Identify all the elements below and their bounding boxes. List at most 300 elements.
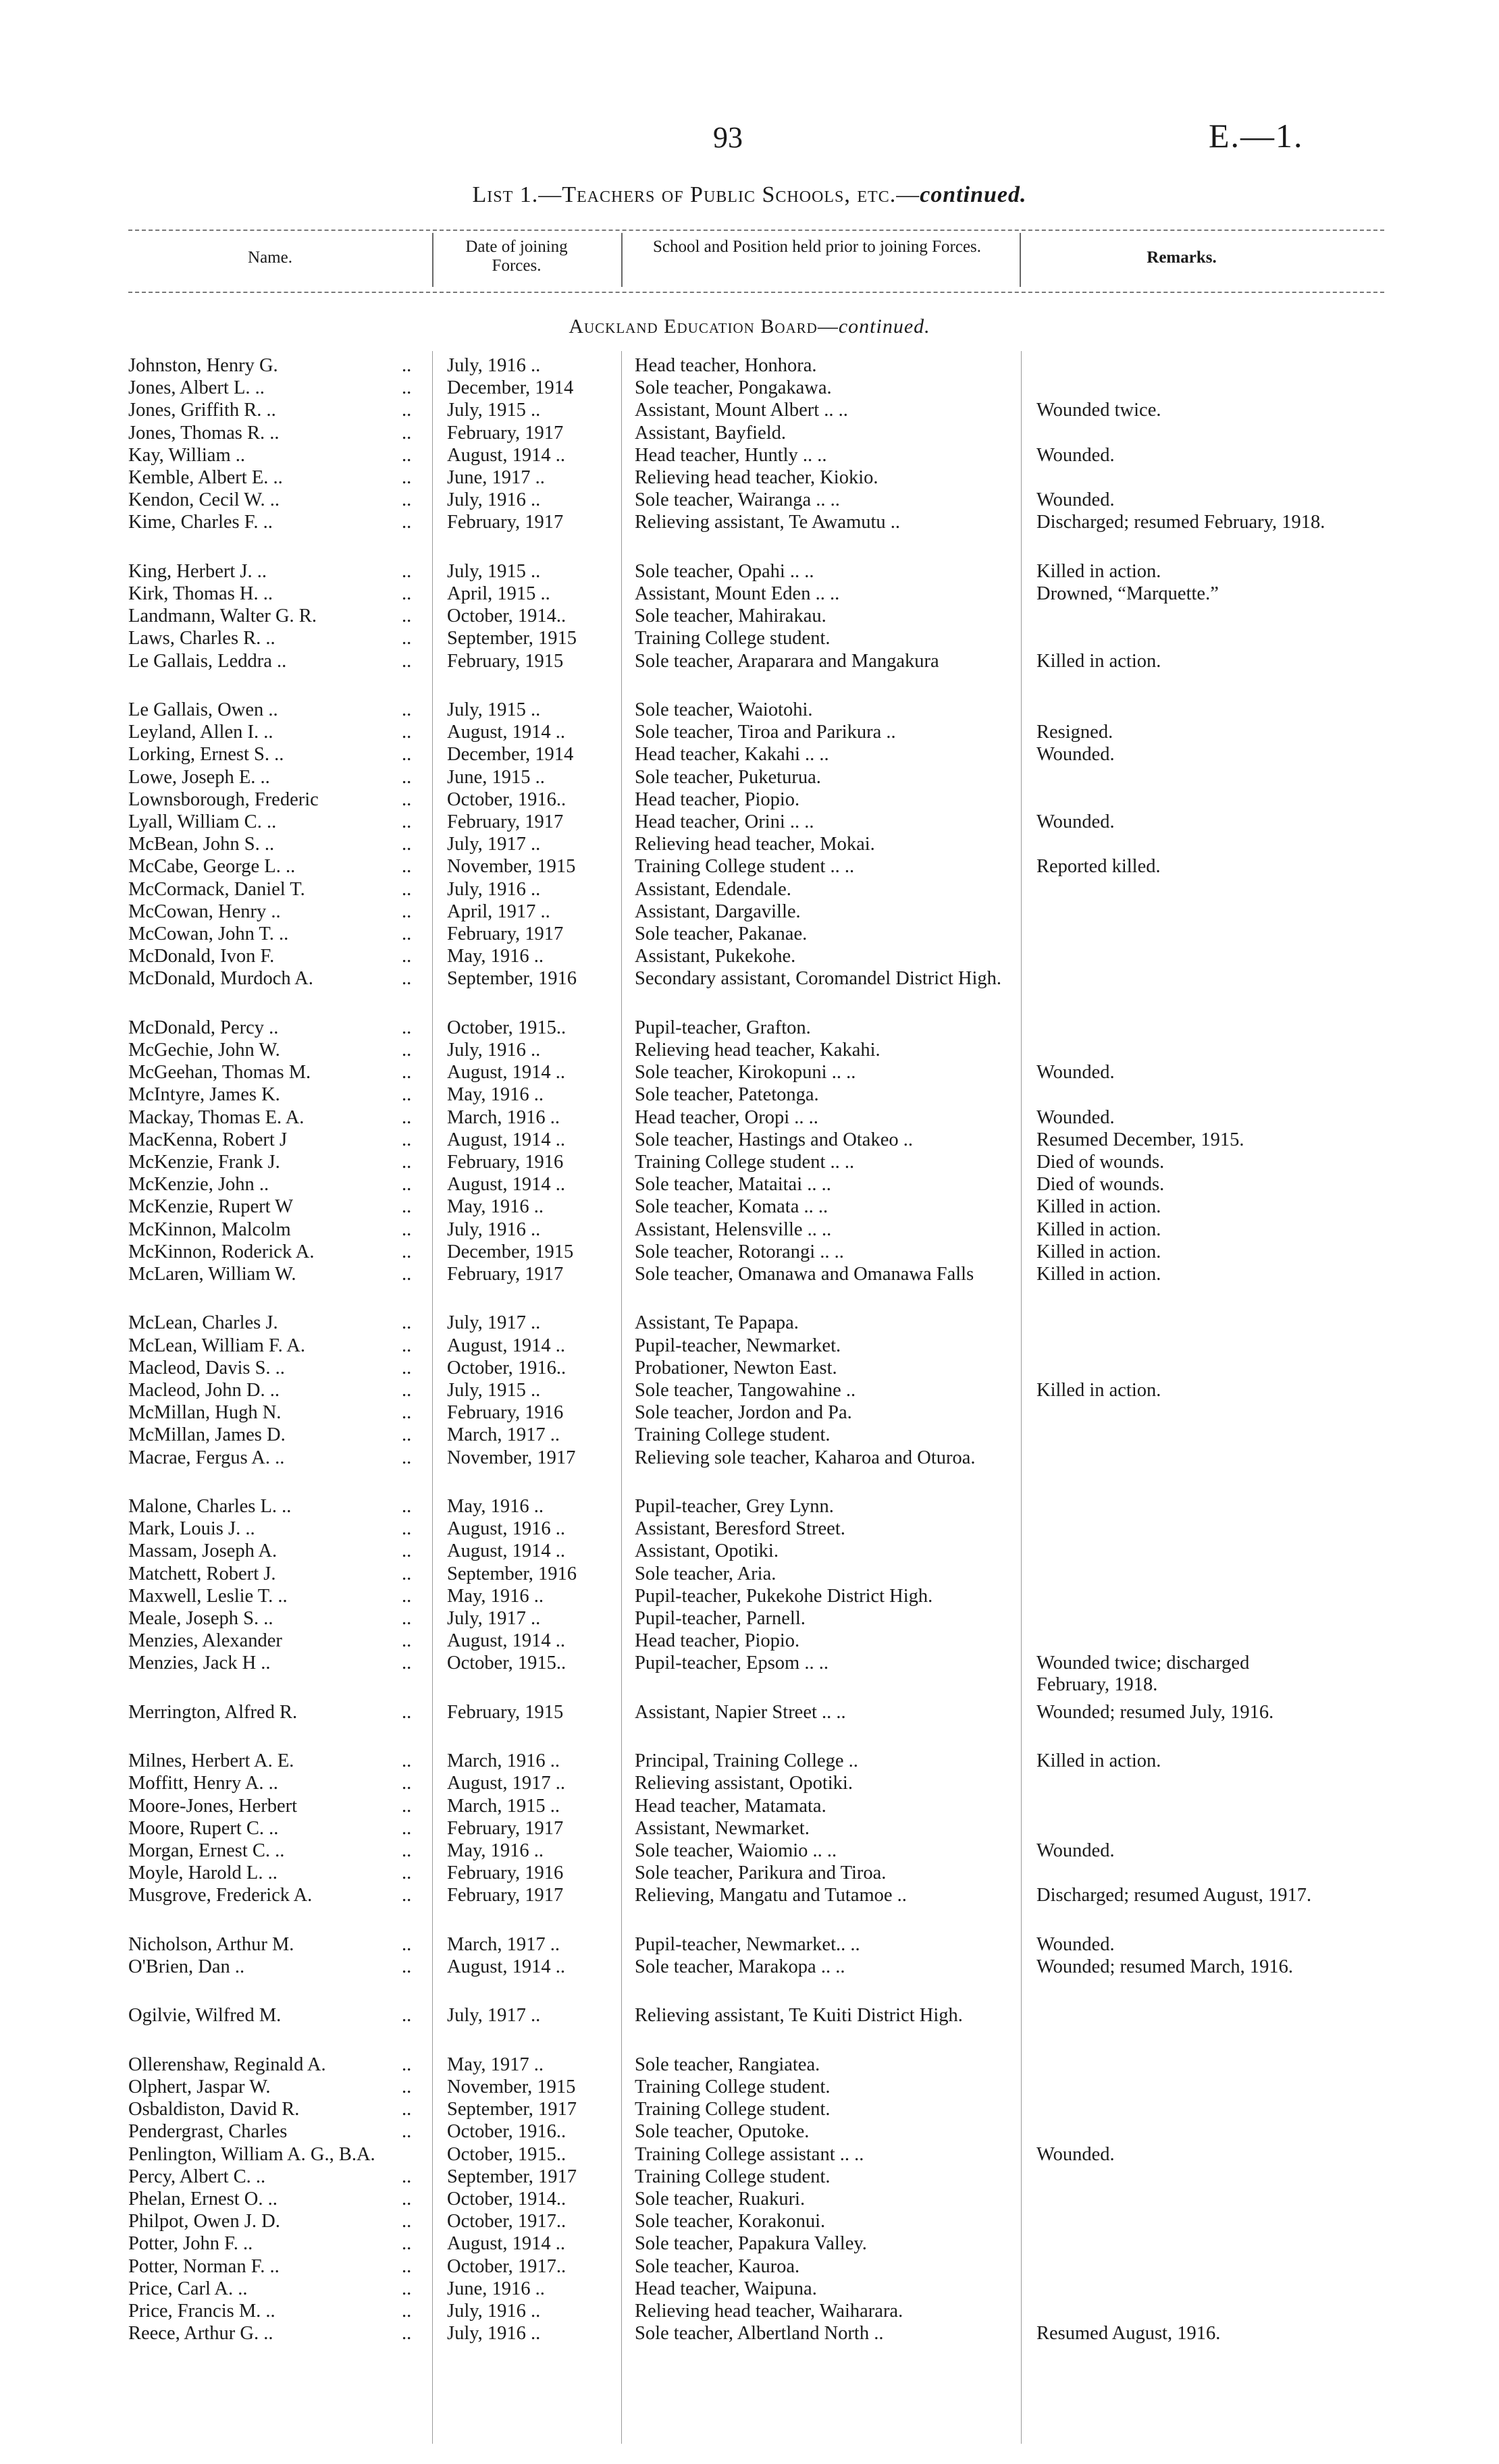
table-row (0, 2005, 1499, 2050)
table-row (0, 767, 1499, 789)
teacher-name: Mark, Louis J. .. (128, 1518, 255, 1540)
teacher-name: Moore, Rupert C. .. (128, 1817, 279, 1839)
school-position: Relieving head teacher, Mokai. (635, 834, 875, 855)
leader-dots: .. (402, 1357, 412, 1378)
date-joined: August, 1914 .. (447, 722, 565, 743)
teacher-name: Morgan, Ernest C. .. (128, 1840, 285, 1861)
school-position: Sole teacher, Waiotohi. (635, 699, 813, 720)
leader-dots: .. (402, 722, 412, 743)
table-row (0, 1084, 1499, 1106)
leader-dots: .. (402, 2233, 412, 2255)
school-position: Head teacher, Honhora. (635, 355, 817, 376)
table-row (0, 811, 1499, 834)
teacher-name: Price, Francis M. .. (128, 2301, 275, 2322)
leader-dots: .. (402, 1541, 412, 1562)
school-position: Assistant, Newmarket. (635, 1817, 810, 1839)
school-position: Pupil-teacher, Epsom .. .. (635, 1653, 829, 1674)
date-joined: September, 1915 (447, 628, 577, 649)
date-joined: February, 1917 (447, 422, 564, 444)
teacher-name: McCowan, Henry .. (128, 901, 281, 922)
remarks: Wounded. (1036, 744, 1115, 766)
remarks: Died of wounds. (1036, 1152, 1165, 1173)
teacher-name: Laws, Charles R. .. (128, 628, 275, 649)
date-joined: June, 1917 .. (447, 467, 545, 488)
date-joined: October, 1914.. (447, 2189, 567, 2209)
table-row (0, 1496, 1499, 1518)
remarks: Killed in action. (1036, 1264, 1161, 1285)
table-row (0, 1241, 1499, 1264)
date-joined: July, 1917 .. (447, 834, 541, 855)
table-row (0, 1630, 1499, 1653)
school-position: Sole teacher, Wairanga .. .. (635, 489, 840, 511)
school-position: Sole teacher, Tangowahine .. (635, 1380, 856, 1401)
table-row (0, 445, 1499, 467)
school-position: Relieving, Mangatu and Tutamoe .. (635, 1885, 907, 1906)
leader-dots: .. (402, 1335, 412, 1356)
school-position: Sole teacher, Kauroa. (635, 2255, 800, 2277)
remarks: Killed in action. (1036, 560, 1161, 582)
leader-dots: .. (402, 1196, 412, 1218)
school-position: Sole teacher, Pakanae. (635, 923, 808, 944)
date-joined: May, 1916 .. (447, 1084, 544, 1106)
remarks: Resumed August, 1916. (1036, 2323, 1221, 2345)
list-continued: continued. (920, 182, 1027, 207)
date-joined: April, 1915 .. (447, 583, 550, 604)
teacher-name: McIntyre, James K. (128, 1084, 280, 1106)
table-row (0, 651, 1499, 695)
teacher-name: Massam, Joseph A. (128, 1541, 278, 1562)
date-joined: July, 1916 .. (447, 878, 541, 900)
date-joined: October, 1915.. (447, 1017, 567, 1038)
school-position: Training College assistant .. .. (635, 2143, 864, 2165)
teacher-name: Johnston, Henry G. (128, 355, 278, 376)
date-joined: February, 1916 (447, 1402, 564, 1424)
school-position: Sole teacher, Parikura and Tiroa. (635, 1863, 887, 1884)
teacher-name: McGeehan, Thomas M. (128, 1062, 311, 1083)
remarks: Wounded twice; discharged February, 1918. (1036, 1653, 1250, 1696)
leader-dots: .. (402, 1585, 412, 1607)
table-row (0, 834, 1499, 856)
table-row (0, 744, 1499, 766)
school-position: Sole teacher, Papakura Valley. (635, 2233, 867, 2255)
date-joined: July, 1916 .. (447, 355, 541, 376)
teacher-name: Kime, Charles F. .. (128, 512, 273, 533)
table-row (0, 923, 1499, 946)
teacher-name: Penlington, William A. G., B.A. (128, 2143, 375, 2165)
date-joined: March, 1915 .. (447, 1795, 560, 1817)
remarks: Wounded. (1036, 2143, 1115, 2165)
school-position: Assistant, Napier Street .. .. (635, 1701, 846, 1723)
date-joined: November, 1915 (447, 856, 576, 878)
date-joined: July, 1917 .. (447, 1608, 541, 1629)
date-joined: February, 1917 (447, 811, 564, 832)
leader-dots: .. (402, 1496, 412, 1517)
leader-dots: .. (402, 699, 412, 720)
leader-dots: .. (402, 744, 412, 766)
date-joined: February, 1916 (447, 1152, 564, 1173)
school-position: Pupil-teacher, Pukekohe District High. (635, 1585, 933, 1607)
teacher-name: Le Gallais, Owen .. (128, 699, 278, 720)
leader-dots: .. (402, 1885, 412, 1906)
date-joined: March, 1916 .. (447, 1750, 560, 1772)
date-joined: July, 1915 .. (447, 1380, 541, 1401)
leader-dots: .. (402, 1062, 412, 1083)
table-row (0, 1062, 1499, 1084)
table-row (0, 879, 1499, 901)
date-joined: September, 1916 (447, 1563, 577, 1584)
date-joined: August, 1914 .. (447, 1630, 565, 1652)
table-row (0, 1402, 1499, 1424)
table-row (0, 1040, 1499, 1062)
date-joined: February, 1917 (447, 512, 564, 533)
col-header-name: Name. (248, 248, 292, 267)
remarks: Wounded. (1036, 1840, 1115, 1861)
teacher-name: McBean, John S. .. (128, 834, 275, 855)
school-position: Training College student .. .. (635, 1152, 855, 1173)
teacher-name: Jones, Albert L. .. (128, 377, 265, 399)
table-row (0, 2211, 1499, 2233)
table-row (0, 946, 1499, 968)
school-position: Sole teacher, Kirokopuni .. .. (635, 1062, 856, 1083)
teacher-name: Malone, Charles L. .. (128, 1496, 292, 1517)
table-row (0, 1608, 1499, 1630)
table-row (0, 2054, 1499, 2077)
date-joined: July, 1916 .. (447, 1040, 541, 1061)
teacher-name: McKinnon, Malcolm (128, 1218, 291, 1240)
table-row (0, 1335, 1499, 1358)
school-position: Head teacher, Piopio. (635, 788, 800, 810)
school-position: Sole teacher, Mataitai .. .. (635, 1174, 831, 1196)
leader-dots: .. (402, 1017, 412, 1038)
table-row (0, 1312, 1499, 1335)
table-row (0, 1796, 1499, 1818)
leader-dots: .. (402, 1174, 412, 1196)
date-joined: August, 1914 .. (447, 1335, 565, 1356)
date-joined: May, 1916 .. (447, 1196, 544, 1218)
date-joined: October, 1916.. (447, 1357, 567, 1378)
leader-dots: .. (402, 560, 412, 582)
teacher-name: Kay, William .. (128, 444, 245, 466)
leader-dots: .. (402, 2211, 412, 2232)
teacher-name: Macleod, John D. .. (128, 1380, 280, 1401)
school-position: Relieving head teacher, Kakahi. (635, 1040, 880, 1061)
leader-dots: .. (402, 1129, 412, 1150)
leader-dots: .. (402, 400, 412, 421)
remarks: Killed in action. (1036, 1750, 1161, 1772)
school-position: Sole teacher, Komata .. .. (635, 1196, 829, 1218)
list-label: List 1.— (472, 182, 562, 207)
teacher-name: Lownsborough, Frederic (128, 788, 319, 810)
school-position: Relieving assistant, Opotiki. (635, 1773, 853, 1794)
teacher-name: Mackay, Thomas E. A. (128, 1106, 305, 1128)
teacher-name: Lyall, William C. .. (128, 811, 277, 832)
table-row (0, 1863, 1499, 1885)
teacher-name: King, Herbert J. .. (128, 560, 267, 582)
table-row (0, 2166, 1499, 2189)
leader-dots: .. (402, 788, 412, 810)
leader-dots: .. (402, 1402, 412, 1424)
table-row (0, 789, 1499, 811)
teacher-name: McLaren, William W. (128, 1264, 296, 1285)
table-row (0, 2189, 1499, 2211)
school-position: Head teacher, Oropi .. .. (635, 1106, 818, 1128)
school-position: Assistant, Pukekohe. (635, 946, 796, 967)
leader-dots: .. (402, 1750, 412, 1772)
school-position: Relieving assistant, Te Awamutu .. (635, 512, 901, 533)
leader-dots: .. (402, 1817, 412, 1839)
table-row (0, 1885, 1499, 1929)
section-title: Auckland Education Board— (569, 315, 839, 338)
leader-dots: .. (402, 766, 412, 788)
remarks: Reported killed. (1036, 856, 1161, 878)
table-row (0, 856, 1499, 878)
school-position: Sole teacher, Marakopa .. .. (635, 1956, 845, 1977)
remarks: Resigned. (1036, 722, 1113, 743)
leader-dots: .. (402, 2166, 412, 2187)
date-joined: May, 1916 .. (447, 946, 544, 967)
school-position: Head teacher, Orini .. .. (635, 811, 814, 832)
leader-dots: .. (402, 1795, 412, 1817)
leader-dots: .. (402, 1380, 412, 1401)
date-joined: June, 1916 .. (447, 2278, 545, 2299)
leader-dots: .. (402, 1840, 412, 1861)
teacher-name: MacKenna, Robert J (128, 1129, 288, 1150)
table-row (0, 1773, 1499, 1795)
date-joined: September, 1917 (447, 2099, 577, 2120)
school-position: Sole teacher, Albertland North .. (635, 2323, 884, 2345)
table-row (0, 1956, 1499, 2001)
date-joined: July, 1915 .. (447, 699, 541, 720)
school-position: Training College student .. .. (635, 856, 855, 878)
school-position: Pupil-teacher, Grey Lynn. (635, 1496, 834, 1517)
leader-dots: .. (402, 1630, 412, 1652)
table-row (0, 1129, 1499, 1152)
school-position: Assistant, Mount Albert .. .. (635, 400, 848, 421)
teacher-name: O'Brien, Dan .. (128, 1956, 245, 1977)
leader-dots: .. (402, 444, 412, 466)
leader-dots: .. (402, 422, 412, 444)
remarks: Discharged; resumed August, 1917. (1036, 1885, 1312, 1906)
date-joined: May, 1916 .. (447, 1496, 544, 1517)
school-position: Relieving sole teacher, Kaharoa and Oturoa. (635, 1447, 976, 1468)
leader-dots: .. (402, 2099, 412, 2120)
leader-dots: .. (402, 1863, 412, 1884)
school-position: Sole teacher, Tiroa and Parikura .. (635, 722, 896, 743)
school-position: Training College student. (635, 2166, 831, 2187)
date-joined: November, 1915 (447, 2077, 576, 2097)
teacher-name: McLean, William F. A. (128, 1335, 306, 1356)
leader-dots: .. (402, 2121, 412, 2143)
table-row (0, 1840, 1499, 1863)
teacher-name: Moyle, Harold L. .. (128, 1863, 278, 1884)
school-position: Sole teacher, Pongakawa. (635, 377, 832, 399)
school-position: Principal, Training College .. (635, 1750, 858, 1772)
remarks: Wounded. (1036, 444, 1115, 466)
table-row (0, 1518, 1499, 1541)
table-row (0, 1653, 1499, 1697)
date-joined: October, 1917.. (447, 2211, 567, 2232)
table-row (0, 583, 1499, 606)
table-row (0, 1152, 1499, 1174)
date-joined: July, 1917 .. (447, 2005, 541, 2027)
teacher-name: Nicholson, Arthur M. (128, 1933, 294, 1955)
teacher-name: Moore-Jones, Herbert (128, 1795, 298, 1817)
teacher-name: McLean, Charles J. (128, 1312, 278, 1334)
date-joined: September, 1917 (447, 2166, 577, 2187)
remarks: Resumed December, 1915. (1036, 1129, 1244, 1150)
leader-dots: .. (402, 2054, 412, 2075)
teacher-name: McKenzie, Rupert W (128, 1196, 294, 1218)
teacher-name: Lowe, Joseph E. .. (128, 766, 270, 788)
leader-dots: .. (402, 1701, 412, 1723)
table-row (0, 1358, 1499, 1380)
teacher-name: Maxwell, Leslie T. .. (128, 1585, 288, 1607)
school-position: Pupil-teacher, Newmarket. (635, 1335, 841, 1356)
date-joined: August, 1914 .. (447, 1129, 565, 1150)
teacher-name: McDonald, Percy .. (128, 1017, 279, 1038)
table-row (0, 1586, 1499, 1608)
teacher-name: McKinnon, Roderick A. (128, 1241, 315, 1262)
leader-dots: .. (402, 834, 412, 855)
date-joined: May, 1916 .. (447, 1840, 544, 1861)
teacher-name: Le Gallais, Leddra .. (128, 650, 287, 672)
school-position: Sole teacher, Oputoke. (635, 2121, 810, 2143)
table-row (0, 2323, 1499, 2345)
teacher-name: Jones, Thomas R. .. (128, 422, 280, 444)
table-row (0, 423, 1499, 445)
table-row (0, 1424, 1499, 1447)
table-row (0, 699, 1499, 722)
teacher-name: Philpot, Owen J. D. (128, 2211, 280, 2232)
table-row (0, 606, 1499, 628)
teacher-name: Percy, Albert C. .. (128, 2166, 266, 2187)
remarks: Killed in action. (1036, 1241, 1161, 1262)
school-position: Sole teacher, Omanawa and Omanawa Falls (635, 1264, 974, 1285)
teacher-name: McKenzie, Frank J. (128, 1152, 280, 1173)
leader-dots: .. (402, 2255, 412, 2277)
school-position: Sole teacher, Patetonga. (635, 1084, 819, 1106)
leader-dots: .. (402, 628, 412, 649)
school-position: Assistant, Te Papapa. (635, 1312, 799, 1334)
teacher-name: McMillan, Hugh N. (128, 1402, 282, 1424)
remarks: Wounded. (1036, 1062, 1115, 1083)
col-header-remarks: Remarks. (1147, 248, 1217, 267)
table-row (0, 489, 1499, 512)
table-row (0, 1541, 1499, 1563)
school-position: Sole teacher, Mahirakau. (635, 606, 826, 627)
school-position: Sole teacher, Aria. (635, 1563, 777, 1584)
leader-dots: .. (402, 1653, 412, 1674)
remarks: Wounded. (1036, 1106, 1115, 1128)
date-joined: October, 1916.. (447, 788, 567, 810)
teacher-name: McDonald, Ivon F. (128, 946, 275, 967)
teacher-name: Macleod, Davis S. .. (128, 1357, 285, 1378)
table-row (0, 2256, 1499, 2278)
table-row (0, 1934, 1499, 1956)
school-position: Pupil-teacher, Newmarket.. .. (635, 1933, 860, 1955)
teacher-name: Potter, Norman F. .. (128, 2255, 280, 2277)
teacher-name: McCormack, Daniel T. (128, 878, 305, 900)
teacher-name: McKenzie, John .. (128, 1174, 269, 1196)
teacher-name: McCowan, John T. .. (128, 923, 289, 944)
teacher-name: Menzies, Alexander (128, 1630, 282, 1652)
date-joined: August, 1914 .. (447, 444, 565, 466)
table-row (0, 400, 1499, 422)
school-position: Sole teacher, Opahi .. .. (635, 560, 814, 582)
date-joined: August, 1914 .. (447, 1956, 565, 1977)
school-position: Relieving head teacher, Kiokio. (635, 467, 878, 488)
date-joined: February, 1916 (447, 1863, 564, 1884)
table-row (0, 2144, 1499, 2166)
leader-dots: .. (402, 606, 412, 627)
school-position: Training College student. (635, 1424, 831, 1446)
teacher-name: Ogilvie, Wilfred M. (128, 2005, 282, 2027)
leader-dots: .. (402, 2077, 412, 2097)
remarks: Wounded. (1036, 1933, 1115, 1955)
teacher-name: Menzies, Jack H .. (128, 1653, 271, 1674)
school-position: Assistant, Mount Eden .. .. (635, 583, 840, 604)
teacher-name: Leyland, Allen I. .. (128, 722, 273, 743)
date-joined: December, 1914 (447, 377, 574, 399)
leader-dots: .. (402, 1040, 412, 1061)
date-joined: July, 1917 .. (447, 1312, 541, 1334)
school-position: Sole teacher, Rotorangi .. .. (635, 1241, 844, 1262)
table-row (0, 1196, 1499, 1218)
leader-dots: .. (402, 1447, 412, 1468)
page-number: 93 (713, 121, 743, 154)
school-position: Probationer, Newton East. (635, 1357, 837, 1378)
table-row (0, 1107, 1499, 1129)
leader-dots: .. (402, 1608, 412, 1629)
school-position: Sole teacher, Rangiatea. (635, 2054, 820, 2075)
date-joined: June, 1915 .. (447, 766, 545, 788)
leader-dots: .. (402, 583, 412, 604)
date-joined: February, 1917 (447, 1264, 564, 1285)
teacher-name: Macrae, Fergus A. .. (128, 1447, 285, 1468)
teacher-name: Matchett, Robert J. (128, 1563, 276, 1584)
school-position: Assistant, Edendale. (635, 878, 791, 900)
leader-dots: .. (402, 467, 412, 488)
document-code: E.—1. (1209, 117, 1304, 155)
teacher-name: Lorking, Ernest S. .. (128, 744, 284, 766)
leader-dots: .. (402, 2301, 412, 2322)
table-row (0, 901, 1499, 923)
school-position: Sole teacher, Waiomio .. .. (635, 1840, 837, 1861)
table-row (0, 628, 1499, 650)
date-joined: October, 1915.. (447, 2143, 567, 2165)
school-position: Relieving assistant, Te Kuiti District High. (635, 2005, 963, 2027)
table-row (0, 2077, 1499, 2099)
teacher-name: Kirk, Thomas H. .. (128, 583, 273, 604)
list-heading: Teachers of Public Schools, etc.— (562, 182, 920, 207)
date-joined: August, 1914 .. (447, 1062, 565, 1083)
remarks: Killed in action. (1036, 1218, 1161, 1240)
remarks: Wounded. (1036, 811, 1115, 832)
date-joined: April, 1917 .. (447, 901, 550, 922)
remarks: Killed in action. (1036, 650, 1161, 672)
date-joined: July, 1916 .. (447, 2301, 541, 2322)
leader-dots: .. (402, 1084, 412, 1106)
remarks: Wounded; resumed March, 1916. (1036, 1956, 1293, 1977)
leader-dots: .. (402, 1152, 412, 1173)
table-row (0, 2278, 1499, 2301)
leader-dots: .. (402, 377, 412, 399)
date-joined: December, 1914 (447, 744, 574, 766)
teacher-name: McCabe, George L. .. (128, 856, 296, 878)
school-position: Sole teacher, Korakonui. (635, 2211, 826, 2232)
leader-dots: .. (402, 355, 412, 376)
leader-dots: .. (402, 2005, 412, 2027)
